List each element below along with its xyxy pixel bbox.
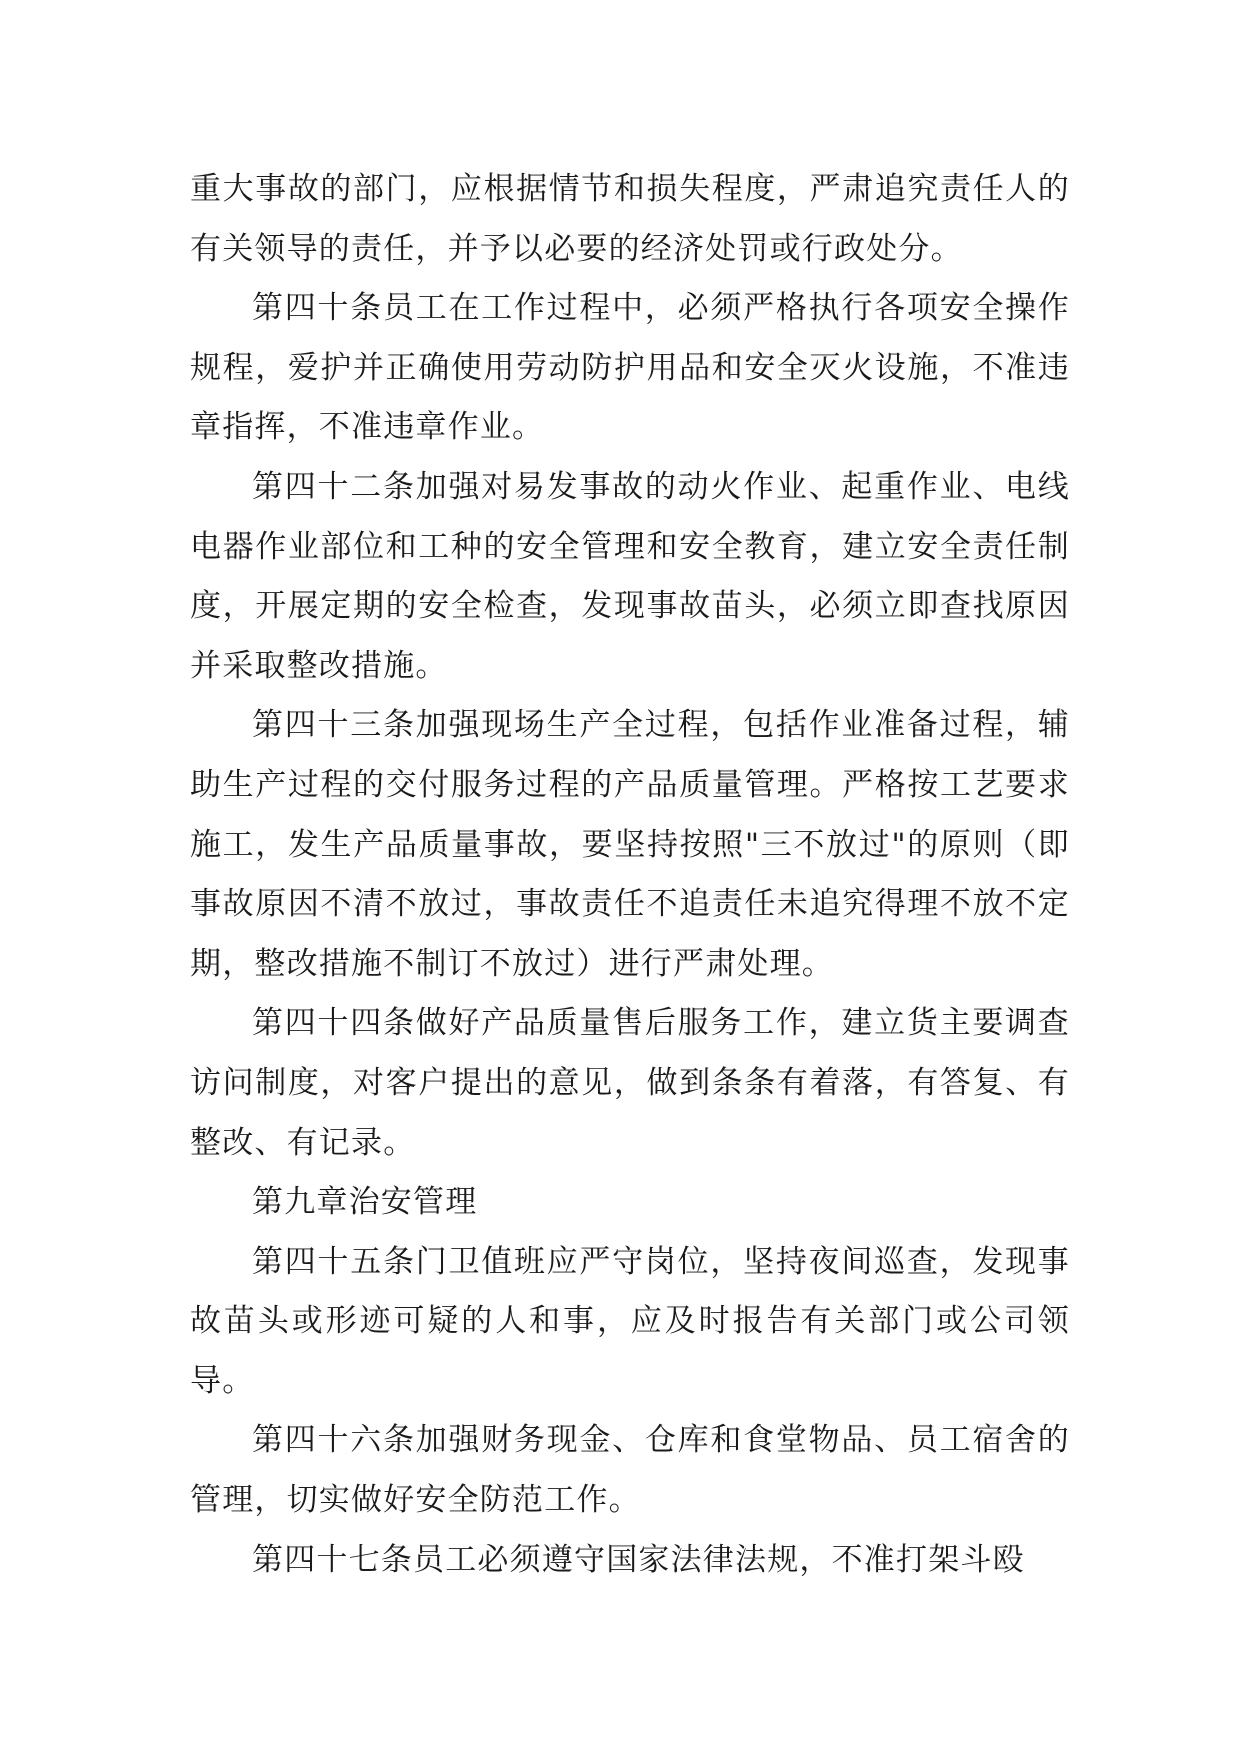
- document-body: [190, 160, 1070, 1590]
- paragraph-continuation: 重大事故的部门，应根据情节和损失程度，严肃追究责任人的有关领导的责任，并予以必要的经济处罚或行政处分。: [190, 171, 1070, 267]
- article-45: 第四十五条门卫值班应严守岗位，坚持夜间巡查，发现事故苗头或形迹可疑的人和事，应及时报告有关部门或公司领导。: [190, 1243, 1070, 1399]
- article-44: 第四十四条做好产品质量售后服务工作，建立货主要调查访问制度，对客户提出的意见，做到条条有着落，有答复、有整改、有记录。: [190, 1005, 1070, 1161]
- article-46: 第四十六条加强财务现金、仓库和食堂物品、员工宿舍的管理，切实做好安全防范工作。: [190, 1422, 1070, 1519]
- chapter-9-heading: 第九章治安管理: [252, 1184, 478, 1221]
- article-42: 第四十二条加强对易发事故的动火作业、起重作业、电线电器作业部位和工种的安全管理和安全教育，建立安全责任制度，开展定期的安全检查，发现事故苗头，必须立即查找原因并采取整改措施。: [190, 468, 1070, 684]
- article-40: 第四十条员工在工作过程中，必须严格执行各项安全操作规程，爱护并正确使用劳动防护用品和安全灭火设施，不准违章指挥，不准违章作业。: [190, 290, 1070, 446]
- article-43: 第四十三条加强现场生产全过程，包括作业准备过程，辅助生产过程的交付服务过程的产品质量管理。严格按工艺要求施工，发生产品质量事故，要坚持按照"三不放过"的原则（即事故原因不清不放过，事故责任不追责任未追究得理不放不定期，整改措施不制订不放过）进行严肃处理。: [190, 707, 1070, 982]
- article-47: 第四十七条员工必须遵守国家法律法规，不准打架斗殴: [252, 1541, 1025, 1578]
